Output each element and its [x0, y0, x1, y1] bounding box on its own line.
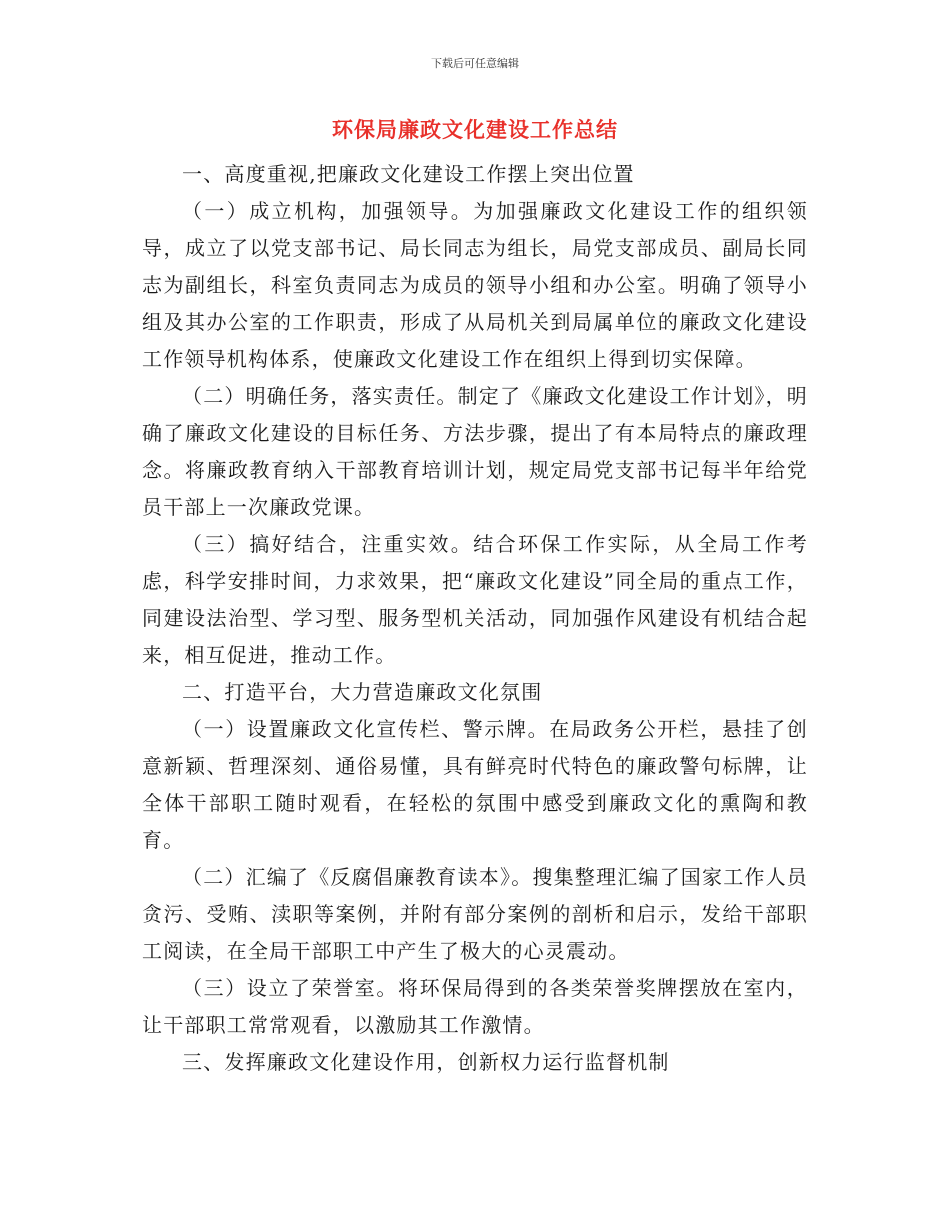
document-title: 环保局廉政文化建设工作总结 — [332, 118, 618, 142]
paragraph-1-1: （一）成立机构，加强领导。为加强廉政文化建设工作的组织领导，成立了以党支部书记、局长同志为组长，局党支部成员、副局长同志为副组长，科室负责同志为成员的领导小组和办公室。明确了领导小组及其办公室的工作职责，形成了从局机关到局属单位的廉政文化建设工作领导机构体系，使廉政文化建设工作在组织上得到切实保障。 — [142, 199, 808, 371]
section-heading-3: 三、发挥廉政文化建设作用，创新权力运行监督机制 — [182, 1050, 670, 1074]
document-body — [142, 156, 808, 1081]
paragraph-2-3: （三）设立了荣誉室。将环保局得到的各类荣誉奖牌摆放在室内，让干部职工常常观看，以激励其工作激情。 — [142, 976, 808, 1037]
page-header-note: 下载后可任意编辑 — [431, 57, 519, 70]
section-heading-2: 二、打造平台，大力营造廉政文化氛围 — [182, 680, 543, 704]
paragraph-1-2: （二）明确任务，落实责任。制定了《廉政文化建设工作计划》，明确了廉政文化建设的目标任务、方法步骤，提出了有本局特点的廉政理念。将廉政教育纳入干部教育培训计划，规定局党支部书记每半年给党员干部上一次廉政党课。 — [142, 384, 808, 519]
paragraph-2-1: （一）设置廉政文化宣传栏、警示牌。在局政务公开栏，悬挂了创意新颖、哲理深刻、通俗易懂，具有鲜亮时代特色的廉政警句标牌，让全体干部职工随时观看，在轻松的氛围中感受到廉政文化的熏陶和教育。 — [142, 717, 808, 852]
section-heading-1: 一、高度重视,把廉政文化建设工作摆上突出位置 — [182, 162, 635, 186]
paragraph-1-3: （三）搞好结合，注重实效。结合环保工作实际，从全局工作考虑，科学安排时间，力求效果，把“廉政文化建设”同全局的重点工作，同建设法治型、学习型、服务型机关活动，同加强作风建设有机结合起来，相互促进，推动工作。 — [142, 532, 808, 667]
paragraph-2-2: （二）汇编了《反腐倡廉教育读本》。搜集整理汇编了国家工作人员贪污、受贿、渎职等案例，并附有部分案例的剖析和启示，发给干部职工阅读，在全局干部职工中产生了极大的心灵震动。 — [142, 865, 808, 963]
